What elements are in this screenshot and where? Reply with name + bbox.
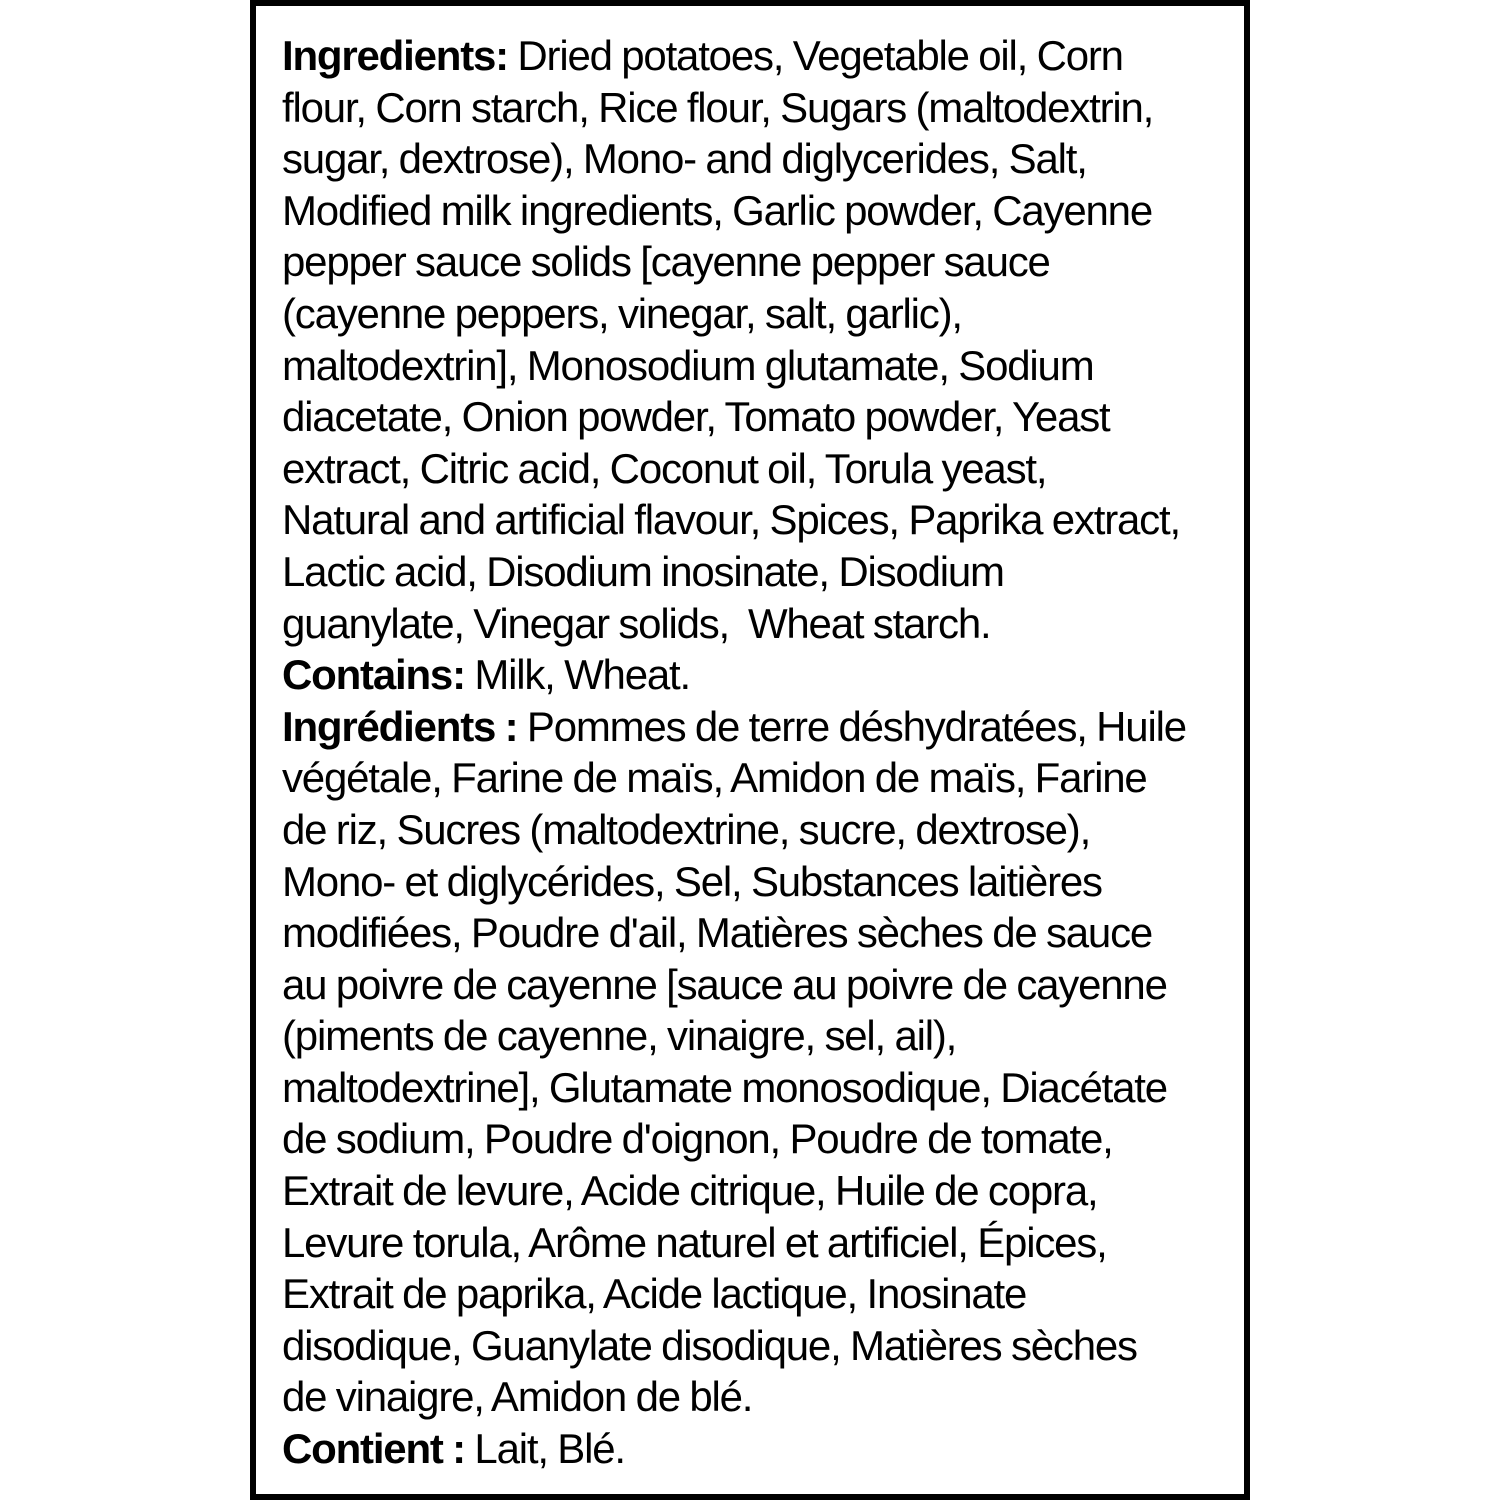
english-ingredients-line: guanylate, Vinegar solids, Wheat starch.: [282, 599, 991, 647]
french-contains-text: Lait, Blé.: [464, 1425, 625, 1473]
english-ingredients-line: sugar, dextrose), Mono- and diglycerides, Salt,: [282, 135, 1087, 183]
english-ingredients-text: Dried potatoes, Vegetable oil, Corn: [507, 32, 1123, 79]
french-ingredients-line: au poivre de cayenne [sauce au poivre de cayenne: [282, 960, 1167, 1008]
french-ingredients-line: de vinaigre, Amidon de blé.: [282, 1373, 753, 1421]
french-ingredients-line: (piments de cayenne, vinaigre, sel, ail),: [282, 1012, 957, 1060]
french-ingredients-line-1: [282, 701, 1242, 753]
ingredient-label-text: [282, 30, 1242, 1475]
french-ingredients-line: Levure torula, Arôme naturel et artificiel, Épices,: [282, 1218, 1107, 1266]
french-ingredients-line: de riz, Sucres (maltodextrine, sucre, dextrose),: [282, 805, 1091, 853]
english-ingredients-line: Modified milk ingredients, Garlic powder, Cayenne: [282, 186, 1152, 234]
french-ingredients-line: Mono- et diglycérides, Sel, Substances laitières: [282, 857, 1102, 905]
english-ingredients-line: Lactic acid, Disodium inosinate, Disodium: [282, 547, 1004, 595]
english-ingredients-line: extract, Citric acid, Coconut oil, Torula yeast,: [282, 444, 1047, 492]
french-contains-heading: Contient :: [282, 1425, 465, 1473]
french-ingredients-line: végétale, Farine de maïs, Amidon de maïs, Farine: [282, 754, 1147, 802]
french-ingredients-line: de sodium, Poudre d'oignon, Poudre de tomate,: [282, 1115, 1113, 1163]
french-ingredients-heading: Ingrédients :: [282, 702, 518, 750]
english-ingredients-line-1: [282, 30, 1242, 82]
french-ingredients-line: disodique, Guanylate disodique, Matières sèches: [282, 1321, 1137, 1369]
french-ingredients-line: maltodextrine], Glutamate monosodique, Diacétate: [282, 1063, 1167, 1111]
english-ingredients-line: diacetate, Onion powder, Tomato powder, Yeast: [282, 393, 1110, 441]
english-contains-text: Milk, Wheat.: [464, 651, 690, 699]
english-ingredients-line: flour, Corn starch, Rice flour, Sugars (maltodextrin,: [282, 83, 1154, 131]
english-ingredients-line: maltodextrin], Monosodium glutamate, Sodium: [282, 341, 1094, 389]
english-contains-heading: Contains:: [282, 651, 465, 699]
english-ingredients-line: (cayenne peppers, vinegar, salt, garlic),: [282, 289, 962, 337]
english-ingredients-heading: Ingredients:: [282, 32, 508, 79]
french-ingredients-line: Extrait de paprika, Acide lactique, Inosinate: [282, 1270, 1027, 1318]
french-ingredients-line: Extrait de levure, Acide citrique, Huile de copra,: [282, 1167, 1098, 1215]
english-ingredients-line: Natural and artificial flavour, Spices, Paprika extract,: [282, 496, 1180, 544]
french-ingredients-line: modifiées, Poudre d'ail, Matières sèches de sauce: [282, 909, 1153, 957]
english-ingredients-line: pepper sauce solids [cayenne pepper sauce: [282, 238, 1050, 286]
english-contains-line: [282, 649, 1242, 701]
french-contains-line: [282, 1423, 1242, 1475]
french-ingredients-text: Pommes de terre déshydratées, Huile: [517, 702, 1186, 750]
